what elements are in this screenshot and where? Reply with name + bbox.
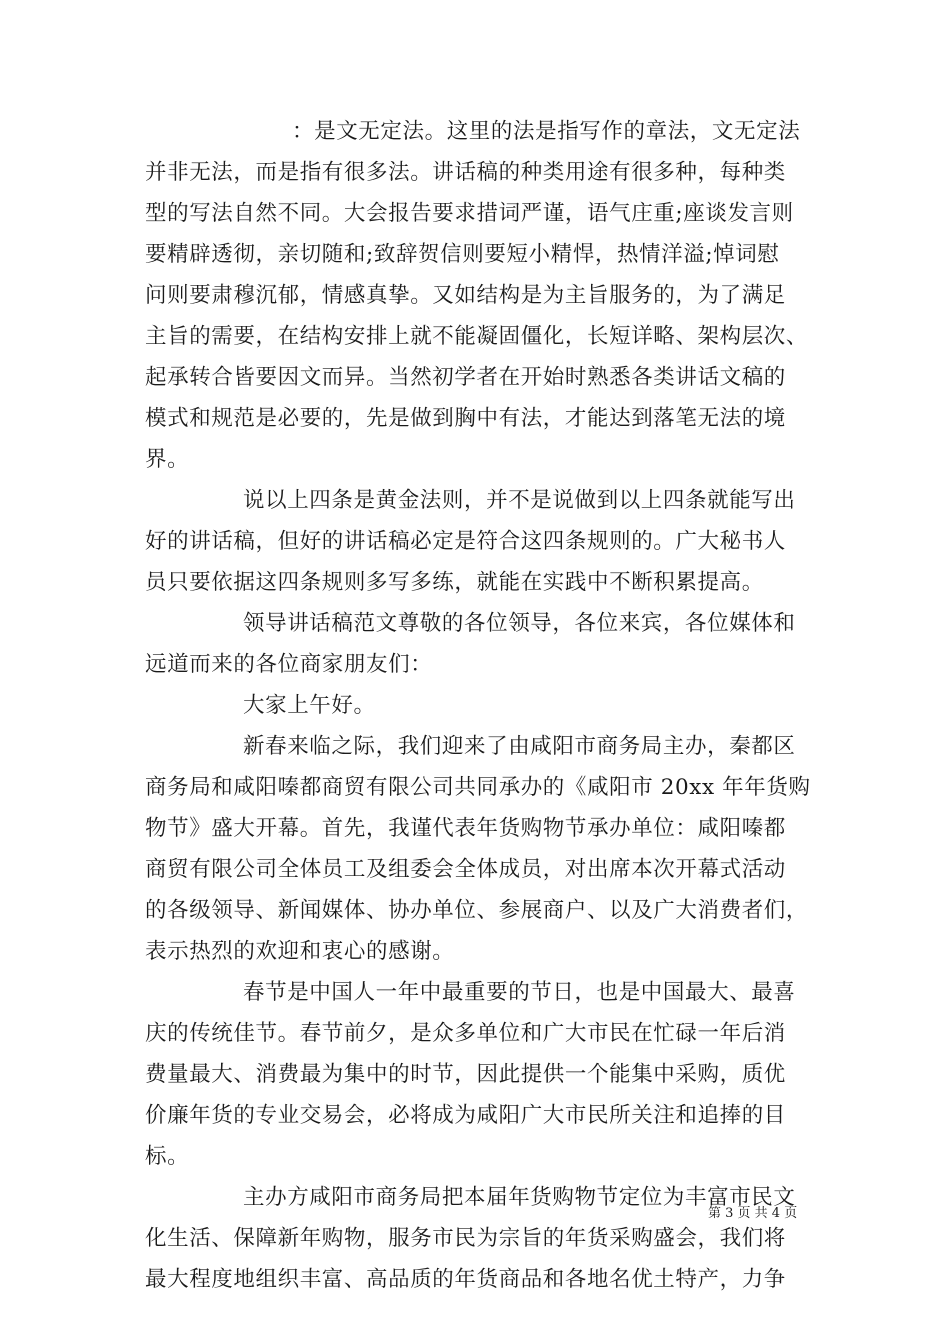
text-line: 商贸有限公司全体员工及组委会全体成员，对出席本次开幕式活动 [145, 857, 786, 882]
text-line: 价廉年货的专业交易会，必将成为咸阳广大市民所关注和追捧的目 [145, 1103, 786, 1128]
text-line: 表示热烈的欢迎和衷心的感谢。 [145, 939, 455, 964]
text-line: 好的讲话稿，但好的讲话稿必定是符合这四条规则的。广大秘书人 [145, 529, 786, 554]
page-number-footer: 第 3 页 共 4 页 [708, 1206, 798, 1221]
text-line: 问则要肃穆沉郁，情感真挚。又如结构是为主旨服务的，为了满足 [145, 283, 786, 308]
text-line: 远道而来的各位商家朋友们： [145, 652, 433, 677]
text-line: 商务局和咸阳嗪都商贸有限公司共同承办的《咸阳市 20xx 年年货购 [145, 775, 811, 800]
text-line: 模式和规范是必要的，先是做到胸中有法，才能达到落笔无法的境 [145, 406, 786, 431]
text-line: 界。 [145, 447, 190, 472]
text-line: 春节是中国人一年中最重要的节日，也是中国最大、最喜 [243, 980, 796, 1005]
text-line: 化生活、保障新年购物，服务市民为宗旨的年货采购盛会，我们将 [145, 1226, 786, 1251]
text-line: 大家上午好。 [243, 693, 376, 718]
text-line: 起承转合皆要因文而异。当然初学者在开始时熟悉各类讲话文稿的 [145, 365, 786, 390]
text-line: 标。 [145, 1144, 190, 1169]
text-line: 主办方咸阳市商务局把本届年货购物节定位为丰富市民文 [243, 1185, 796, 1210]
text-line: 说以上四条是黄金法则，并不是说做到以上四条就能写出 [243, 488, 796, 513]
text-line: 并非无法，而是指有很多法。讲话稿的种类用途有很多种，每种类 [145, 160, 786, 185]
text-line: 最大程度地组织丰富、高品质的年货商品和各地名优土特产，力争 [145, 1267, 786, 1292]
text-line: 员只要依据这四条规则多写多练，就能在实践中不断积累提高。 [145, 570, 764, 595]
text-line: ：是文无定法。这里的法是指写作的章法，文无定法 [292, 119, 801, 144]
text-line: 新春来临之际，我们迎来了由咸阳市商务局主办，秦都区 [243, 734, 796, 759]
text-line: 要精辟透彻，亲切随和;致辞贺信则要短小精悍，热情洋溢;悼词慰 [145, 242, 780, 267]
text-line: 物节》盛大开幕。首先，我谨代表年货购物节承办单位：咸阳嗪都 [145, 816, 786, 841]
text-line: 庆的传统佳节。春节前夕，是众多单位和广大市民在忙碌一年后消 [145, 1021, 786, 1046]
text-line: 的各级领导、新闻媒体、协办单位、参展商户、以及广大消费者们， [145, 898, 809, 923]
text-line: 领导讲话稿范文尊敬的各位领导，各位来宾，各位媒体和 [243, 611, 796, 636]
text-line: 费量最大、消费最为集中的时节，因此提供一个能集中采购，质优 [145, 1062, 786, 1087]
text-line: 型的写法自然不同。大会报告要求措词严谨，语气庄重;座谈发言则 [145, 201, 794, 226]
text-line: 主旨的需要，在结构安排上就不能凝固僵化，长短详略、架构层次、 [145, 324, 809, 349]
